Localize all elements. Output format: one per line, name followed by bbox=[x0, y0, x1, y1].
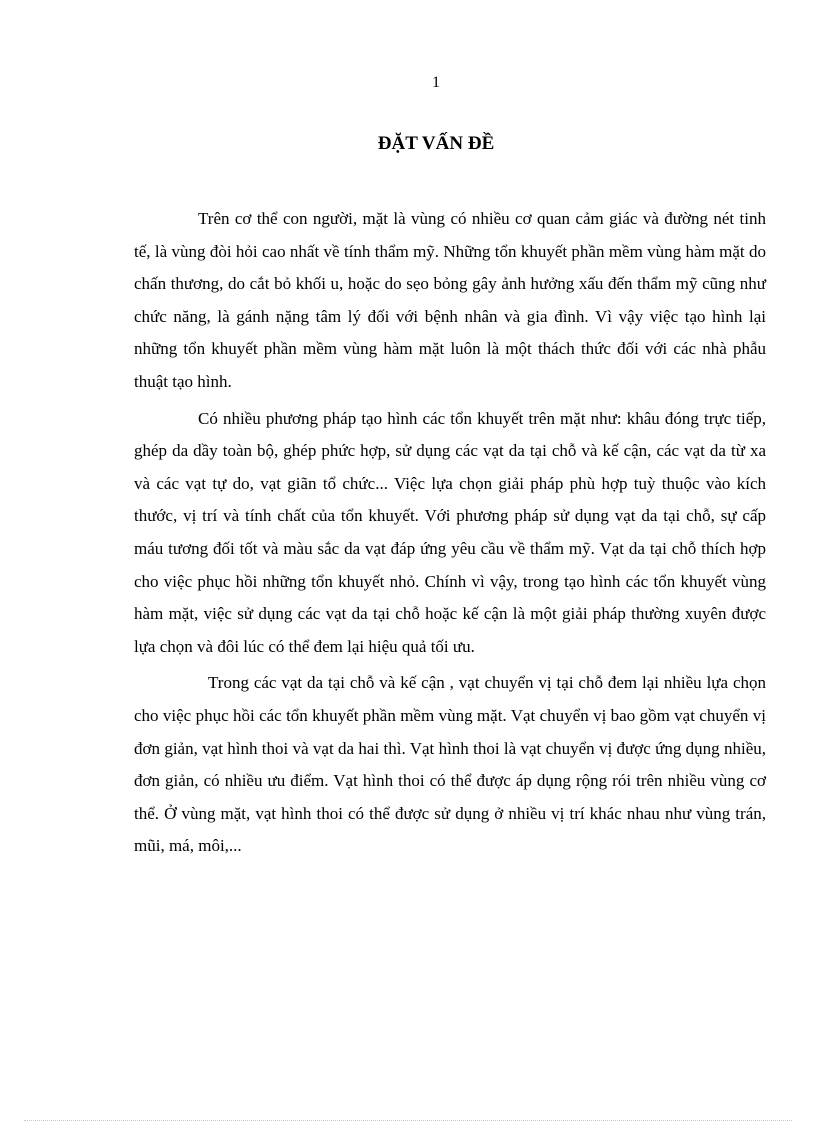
document-title: ĐẶT VẤN ĐỀ bbox=[377, 133, 495, 154]
paragraph-1: Trên cơ thể con người, mặt là vùng có nhiều cơ quan cảm giác và đường nét tinh tế, là vùng đòi hỏi cao nhất về tính thẩm mỹ. Những tổn khuyết phần mềm vùng hàm mặt do chấn thương, do cắt bỏ khối u, hoặc do sẹo bỏng gây ảnh hưởng xấu đến thẩm mỹ cũng như chức năng, là gánh nặng tâm lý đối với bệnh nhân và gia đình. Vì vậy việc tạo hình lại những tổn khuyết phần mềm vùng hàm mặt luôn là một thách thức đối với các nhà phẫu thuật tạo hình. bbox=[134, 209, 766, 391]
page-number: 1 bbox=[432, 74, 440, 91]
paragraph-3: Trong các vạt da tại chỗ và kế cận , vạt chuyển vị tại chỗ đem lại nhiều lựa chọn cho việc phục hồi các tổn khuyết phần mềm vùng mặt. Vạt chuyển vị bao gồm vạt chuyển vị đơn giản, vạt hình thoi và vạt da hai thì. Vạt hình thoi là vạt chuyển vị được ứng dụng nhiều, đơn giản, có nhiều ưu điểm. Vạt hình thoi có thể được áp dụng rộng rói trên nhiều vùng cơ thể. Ở vùng mặt, vạt hình thoi có thể được sử dụng ở nhiều vị trí khác nhau như vùng trán, mũi, má, môi,... bbox=[134, 673, 766, 856]
document-body bbox=[134, 203, 766, 867]
paragraph-2: Có nhiều phương pháp tạo hình các tổn khuyết trên mặt như: khâu đóng trực tiếp, ghép da dầy toàn bộ, ghép phức hợp, sử dụng các vạt da tại chỗ và kế cận, các vạt da từ xa và các vạt tự do, vạt giãn tổ chức... Việc lựa chọn giải pháp phù hợp tuỳ thuộc vào kích thước, vị trí và tính chất của tổn khuyết. Với phương pháp sử dụng vạt da tại chỗ, sự cấp máu tương đối tốt và màu sắc da vạt đáp ứng yêu cầu về thẩm mỹ. Vạt da tại chỗ thích hợp cho việc phục hồi những tổn khuyết nhỏ. Chính vì vậy, trong tạo hình các tổn khuyết vùng hàm mặt, việc sử dụng các vạt da tại chỗ hoặc kế cận là một giải pháp thường xuyên được lựa chọn và đôi lúc có thể đem lại hiệu quả tối ưu. bbox=[134, 408, 766, 656]
page-bottom-divider bbox=[24, 1120, 792, 1121]
